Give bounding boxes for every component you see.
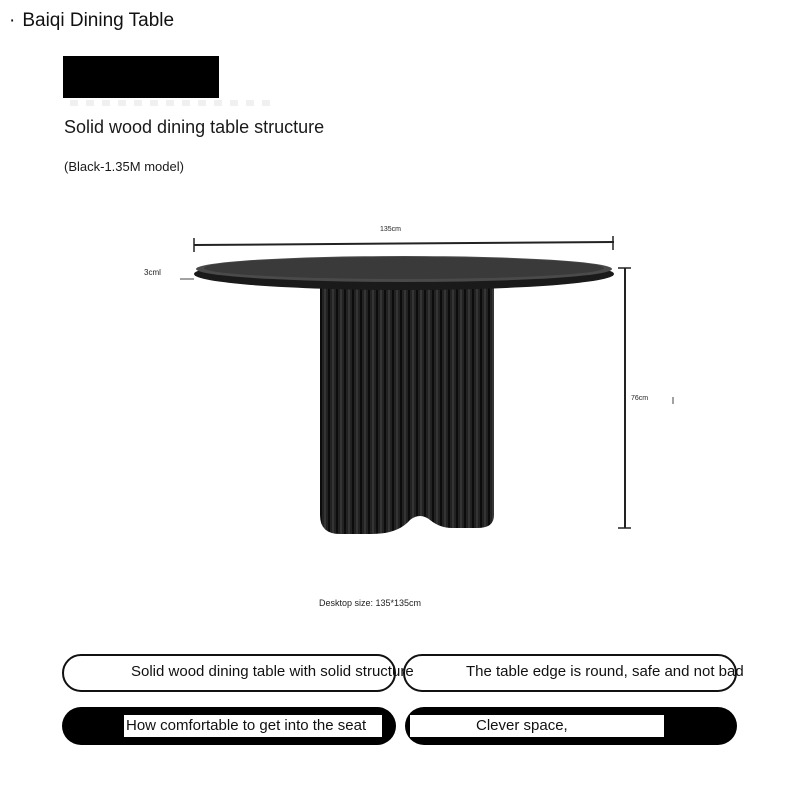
page-subtitle: Solid wood dining table structure (64, 117, 325, 137)
title-bullet: · (9, 10, 16, 31)
feature-text-comfortable-seat: How comfortable to get into the seat (124, 715, 382, 737)
tabletop (194, 256, 614, 290)
width-dimension-line (194, 236, 614, 252)
desktop-size-label: Desktop size: 135*135cm (319, 598, 422, 608)
width-label: 135cm (380, 226, 402, 233)
title-text: Baiqi Dining Table (22, 10, 175, 31)
feature-text-clever-space: Clever space, (410, 715, 664, 737)
height-label: 76cm (631, 395, 649, 402)
top-thickness-label: 3cml (144, 268, 161, 277)
feature-text-solid-structure: Solid wood dining table with solid structure (131, 663, 414, 680)
model-label: (Black-1.35M model) (64, 159, 184, 174)
table-pedestal (320, 285, 494, 534)
feature-text-round-edge: The table edge is round, safe and not bad (466, 663, 744, 680)
